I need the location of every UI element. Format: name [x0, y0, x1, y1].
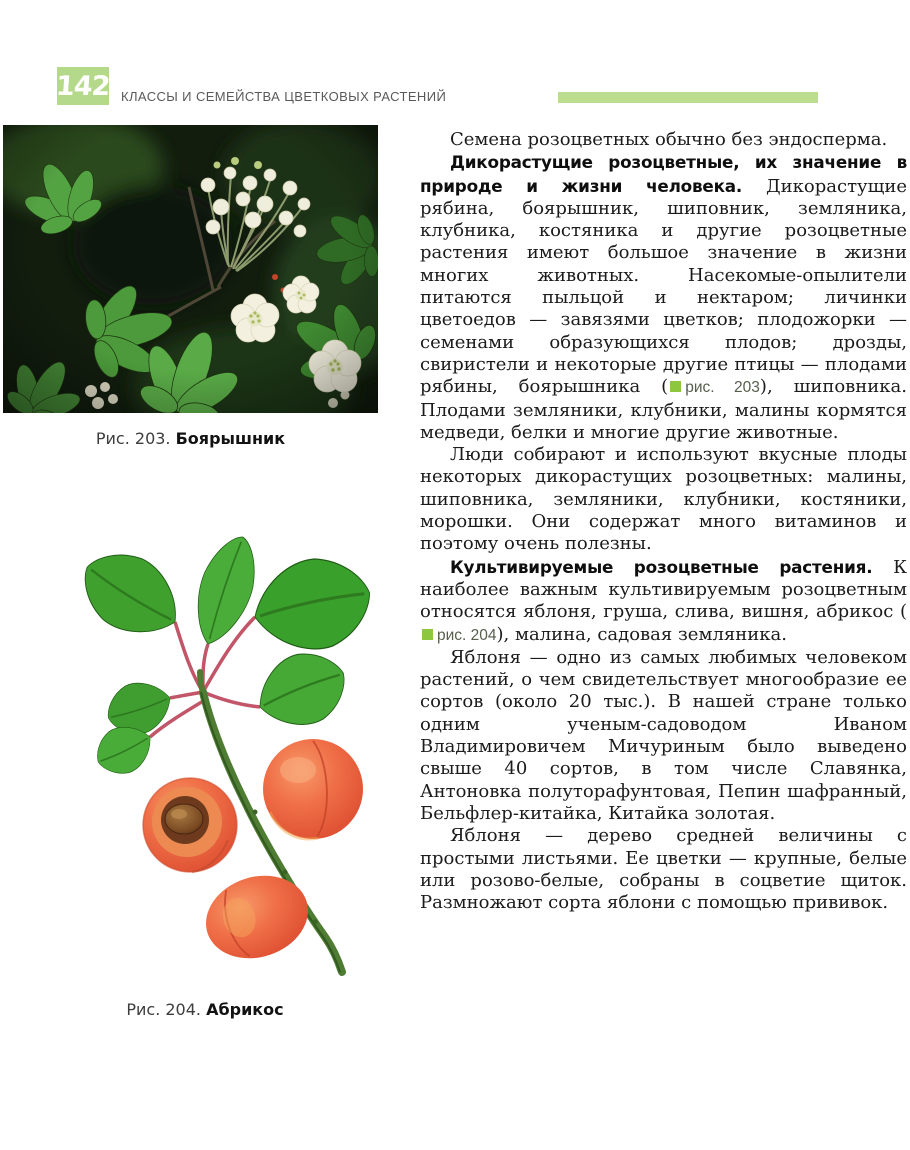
paragraph-seeds: Семена розоцветных обычно без эндосперма.: [450, 129, 888, 150]
figure-203-label: Рис. 203.: [95, 429, 171, 448]
page-number: 142: [55, 70, 111, 102]
apricot-bottom: [195, 863, 319, 971]
paragraph-apple-varieties: Яблоня — одно из самых любимых человеком растений, о чем свидетельствует многообразие ее сортов (около 20 тыс.). В нашей стране только одним ученым-садоводом Иваном Владимировичем Мичуриным было выведено свыше 40 сортов, в том числе Славянка, Антоновка полуторафунтовая, Пепин шафранный, Бельфлер-китайка, Китайка золотая.: [420, 646, 907, 824]
figure-204-caption: [20, 1000, 390, 1019]
hawthorn-photo-graphic: [3, 125, 378, 413]
section-heading-wild: Дикорастущие розоцветные, их значение в природе и жизни человека.: [420, 152, 907, 196]
paragraph-wild-rosaceae: Дикорастущие розоцветные, их значение в природе и жизни человека. Дикорастущие рябина, боярышник, шиповник, земляника, клубника, костяника и другие розоцветные растения имеют большое значение в жизни многих животных. Насекомые-опылители питаются пыльцой и нектаром; личинки цветоедов — завязями цветков; плодожорки — семенами образующихся плодов; дрозды, свиристели и некоторые другие птицы — плодами рябины, боярышника ( рис. 203), шиповника. Плодами земляники, клубники, малины кормятся медведи, белки и многие другие животные.: [420, 152, 907, 443]
figure-ref-203-text: рис. 203: [685, 379, 760, 397]
paragraph-cultivated-rosaceae: Культивируемые розоцветные растения. К наиболее важным культивируемым розоцветным относятся яблоня, груша, слива, вишня, абрикос (рис. 204), малина, садовая земляника.: [420, 556, 908, 645]
figure-ref-204-text: рис. 204: [437, 626, 497, 644]
apricot-illustration: [60, 522, 400, 984]
article-text: [420, 129, 907, 914]
section-heading-cultivated: Культивируемые розоцветные растения.: [450, 556, 873, 577]
figure-marker-icon: [422, 629, 433, 640]
page-number-badge: [57, 67, 109, 105]
apricot-whole: [263, 739, 363, 839]
apricot-illustration-graphic: [60, 522, 400, 984]
figure-203-caption: [3, 429, 378, 448]
chapter-title: КЛАССЫ И СЕМЕЙСТВА ЦВЕТКОВЫХ РАСТЕНИЙ: [121, 89, 447, 104]
figure-ref-204: [420, 624, 497, 645]
figure-204-name: Абрикос: [206, 1000, 284, 1019]
hawthorn-photo: [3, 125, 378, 413]
figure-203-name: Боярышник: [175, 429, 286, 448]
apricot-half: [143, 778, 237, 872]
figure-ref-203: [668, 376, 760, 397]
figure-marker-icon: [670, 381, 681, 392]
figure-204-label: Рис. 204.: [126, 1000, 201, 1019]
paragraph-apple-tree: Яблоня — дерево средней величины с простыми листьями. Ее цветки — крупные, белые или розово-белые, собраны в соцветие щиток. Размножают сорта яблони с помощью прививок.: [420, 825, 907, 914]
header-accent-bar: [558, 92, 818, 103]
paragraph-berries: Люди собирают и используют вкусные плоды некоторых дикорастущих розоцветных: малины, шиповника, земляники, клубники, костяники, морошки. Они содержат много витаминов и поэтому очень полезны.: [420, 444, 907, 555]
